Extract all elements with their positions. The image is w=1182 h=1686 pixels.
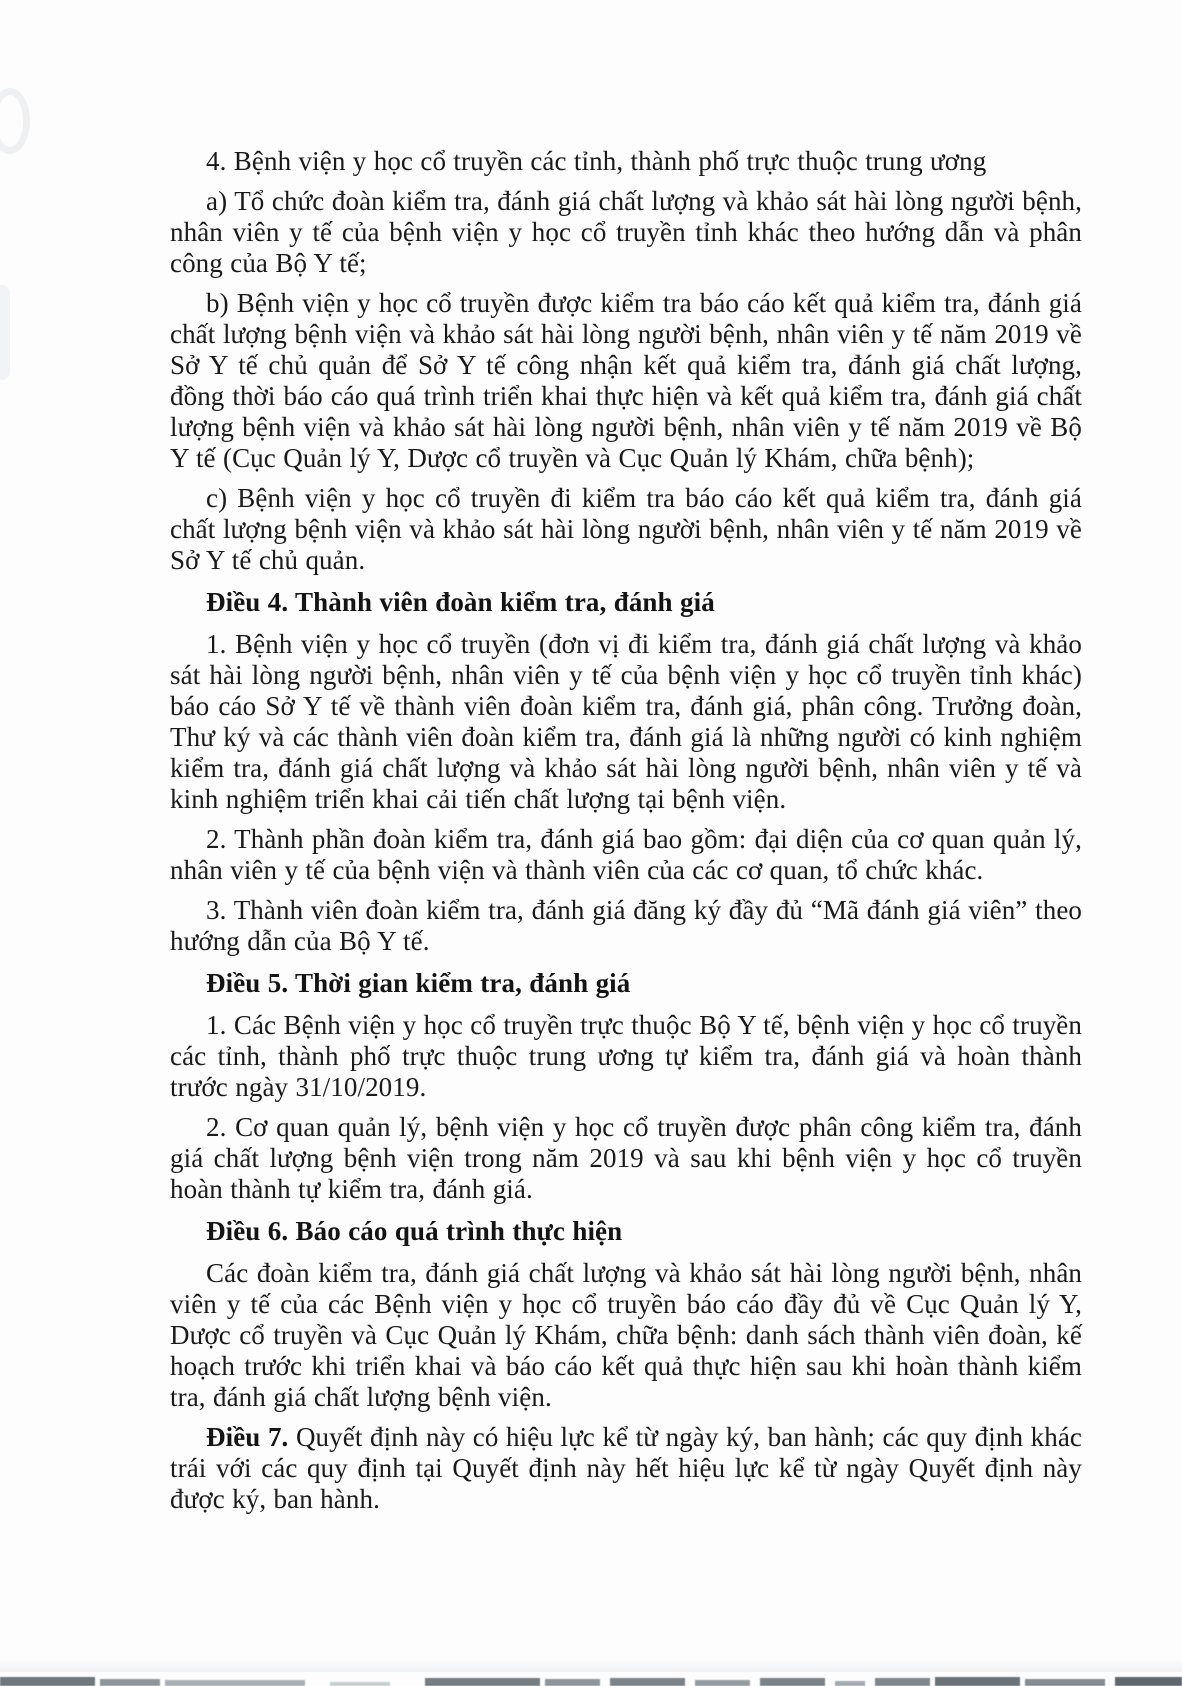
scan-artifact-top-left [0, 88, 30, 154]
scan-artifact-segment [425, 1678, 540, 1686]
section-heading: Điều 6. Báo cáo quá trình thực hiện [206, 1216, 623, 1246]
scan-artifact-shadow [0, 1658, 1182, 1672]
paragraph: b) Bệnh viện y học cổ truyền được kiểm tra báo cáo kết quả kiểm tra, đánh giá chất lượng bệnh viện và khảo sát hài lòng người bệnh, nhân viên y tế năm 2019 về Sở Y tế chủ quản để Sở Y tế công nhận kết quả kiểm tra, đánh giá chất lượng, đồng thời báo cáo quá trình triển khai thực hiện và kết quả kiểm tra, đánh giá chất lượng bệnh viện và khảo sát hài lòng người bệnh, nhân viên y tế năm 2019 về Bộ Y tế (Cục Quản lý Y, Dược cổ truyền và Cục Quản lý Khám, chữa bệnh); [170, 288, 1082, 473]
scan-artifact-segment [545, 1679, 600, 1686]
paragraph: 2. Cơ quan quản lý, bệnh viện y học cổ truyền được phân công kiểm tra, đánh giá chất lượng bệnh viện trong năm 2019 và sau khi bệnh viện y học cổ truyền hoàn thành tự kiểm tra, đánh giá. [170, 1112, 1082, 1204]
section-heading: Điều 4. Thành viên đoàn kiểm tra, đánh giá [206, 587, 715, 617]
scan-artifact-left-smudge [0, 285, 10, 380]
paragraph: 2. Thành phần đoàn kiểm tra, đánh giá bao gồm: đại diện của cơ quan quản lý, nhân viên y tế của bệnh viện và thành viên của các cơ quan, tổ chức khác. [170, 824, 1082, 885]
paragraph: 1. Bệnh viện y học cổ truyền (đơn vị đi kiểm tra, đánh giá chất lượng và khảo sát hài lòng người bệnh, nhân viên y tế của bệnh viện y học cổ truyền tỉnh khác) báo cáo Sở Y tế về thành viên đoàn kiểm tra, đánh giá, phân công. Trưởng đoàn, Thư ký và các thành viên đoàn kiểm tra, đánh giá là những người có kinh nghiệm kiểm tra, đánh giá chất lượng và khảo sát hài lòng người bệnh, nhân viên y tế và kinh nghiệm triển khai cải tiến chất lượng tại bệnh viện. [170, 629, 1082, 814]
scan-artifact-segment [695, 1680, 750, 1686]
scan-artifact-segment [935, 1677, 1020, 1686]
scan-artifact-bottom-edge [0, 1674, 1182, 1686]
scan-artifact-segment [610, 1678, 685, 1686]
paragraph: c) Bệnh viện y học cổ truyền đi kiểm tra báo cáo kết quả kiểm tra, đánh giá chất lượng bệnh viện và khảo sát hài lòng người bệnh, nhân viên y tế năm 2019 về Sở Y tế chủ quản. [170, 483, 1082, 575]
scan-artifact-segment [165, 1680, 305, 1686]
scan-artifact-segment [760, 1678, 825, 1686]
paragraph: Các đoàn kiểm tra, đánh giá chất lượng và khảo sát hài lòng người bệnh, nhân viên y tế của các Bệnh viện y học cổ truyền báo cáo đầy đủ về Cục Quản lý Y, Dược cổ truyền và Cục Quản lý Khám, chữa bệnh: danh sách thành viên đoàn, kế hoạch trước khi triển khai và báo cáo kết quả thực hiện sau khi hoàn thành kiểm tra, đánh giá chất lượng bệnh viện. [170, 1258, 1082, 1412]
paragraph: 1. Các Bệnh viện y học cổ truyền trực thuộc Bộ Y tế, bệnh viện y học cổ truyền các tỉnh, thành phố trực thuộc trung ương tự kiểm tra, đánh giá và hoàn thành trước ngày 31/10/2019. [170, 1010, 1082, 1102]
scan-artifact-segment [1115, 1677, 1182, 1686]
scan-artifact-segment [330, 1682, 390, 1686]
scan-artifact-segment [0, 1677, 95, 1686]
paragraph: Điều 7. Quyết định này có hiệu lực kể từ ngày ký, ban hành; các quy định khác trái với các quy định tại Quyết định này hết hiệu lực kể từ ngày Quyết định này được ký, ban hành. [170, 1422, 1082, 1514]
paragraph: a) Tổ chức đoàn kiểm tra, đánh giá chất lượng và khảo sát hài lòng người bệnh, nhân viên y tế của bệnh viện y học cổ truyền tỉnh khác theo hướng dẫn và phân công của Bộ Y tế; [170, 186, 1082, 278]
paragraph: 3. Thành viên đoàn kiểm tra, đánh giá đăng ký đầy đủ “Mã đánh giá viên” theo hướng dẫn của Bộ Y tế. [170, 895, 1082, 956]
document-body [170, 146, 1082, 1515]
scan-artifact-segment [1025, 1679, 1105, 1686]
section-heading: Điều 5. Thời gian kiểm tra, đánh giá [206, 968, 631, 998]
paragraph: 4. Bệnh viện y học cổ truyền các tỉnh, thành phố trực thuộc trung ương [206, 146, 987, 176]
paragraph-lead-bold: Điều 7. [206, 1422, 289, 1452]
scan-artifact-segment [835, 1681, 865, 1686]
scan-artifact-segment [100, 1679, 160, 1686]
scan-artifact-segment [875, 1678, 930, 1686]
